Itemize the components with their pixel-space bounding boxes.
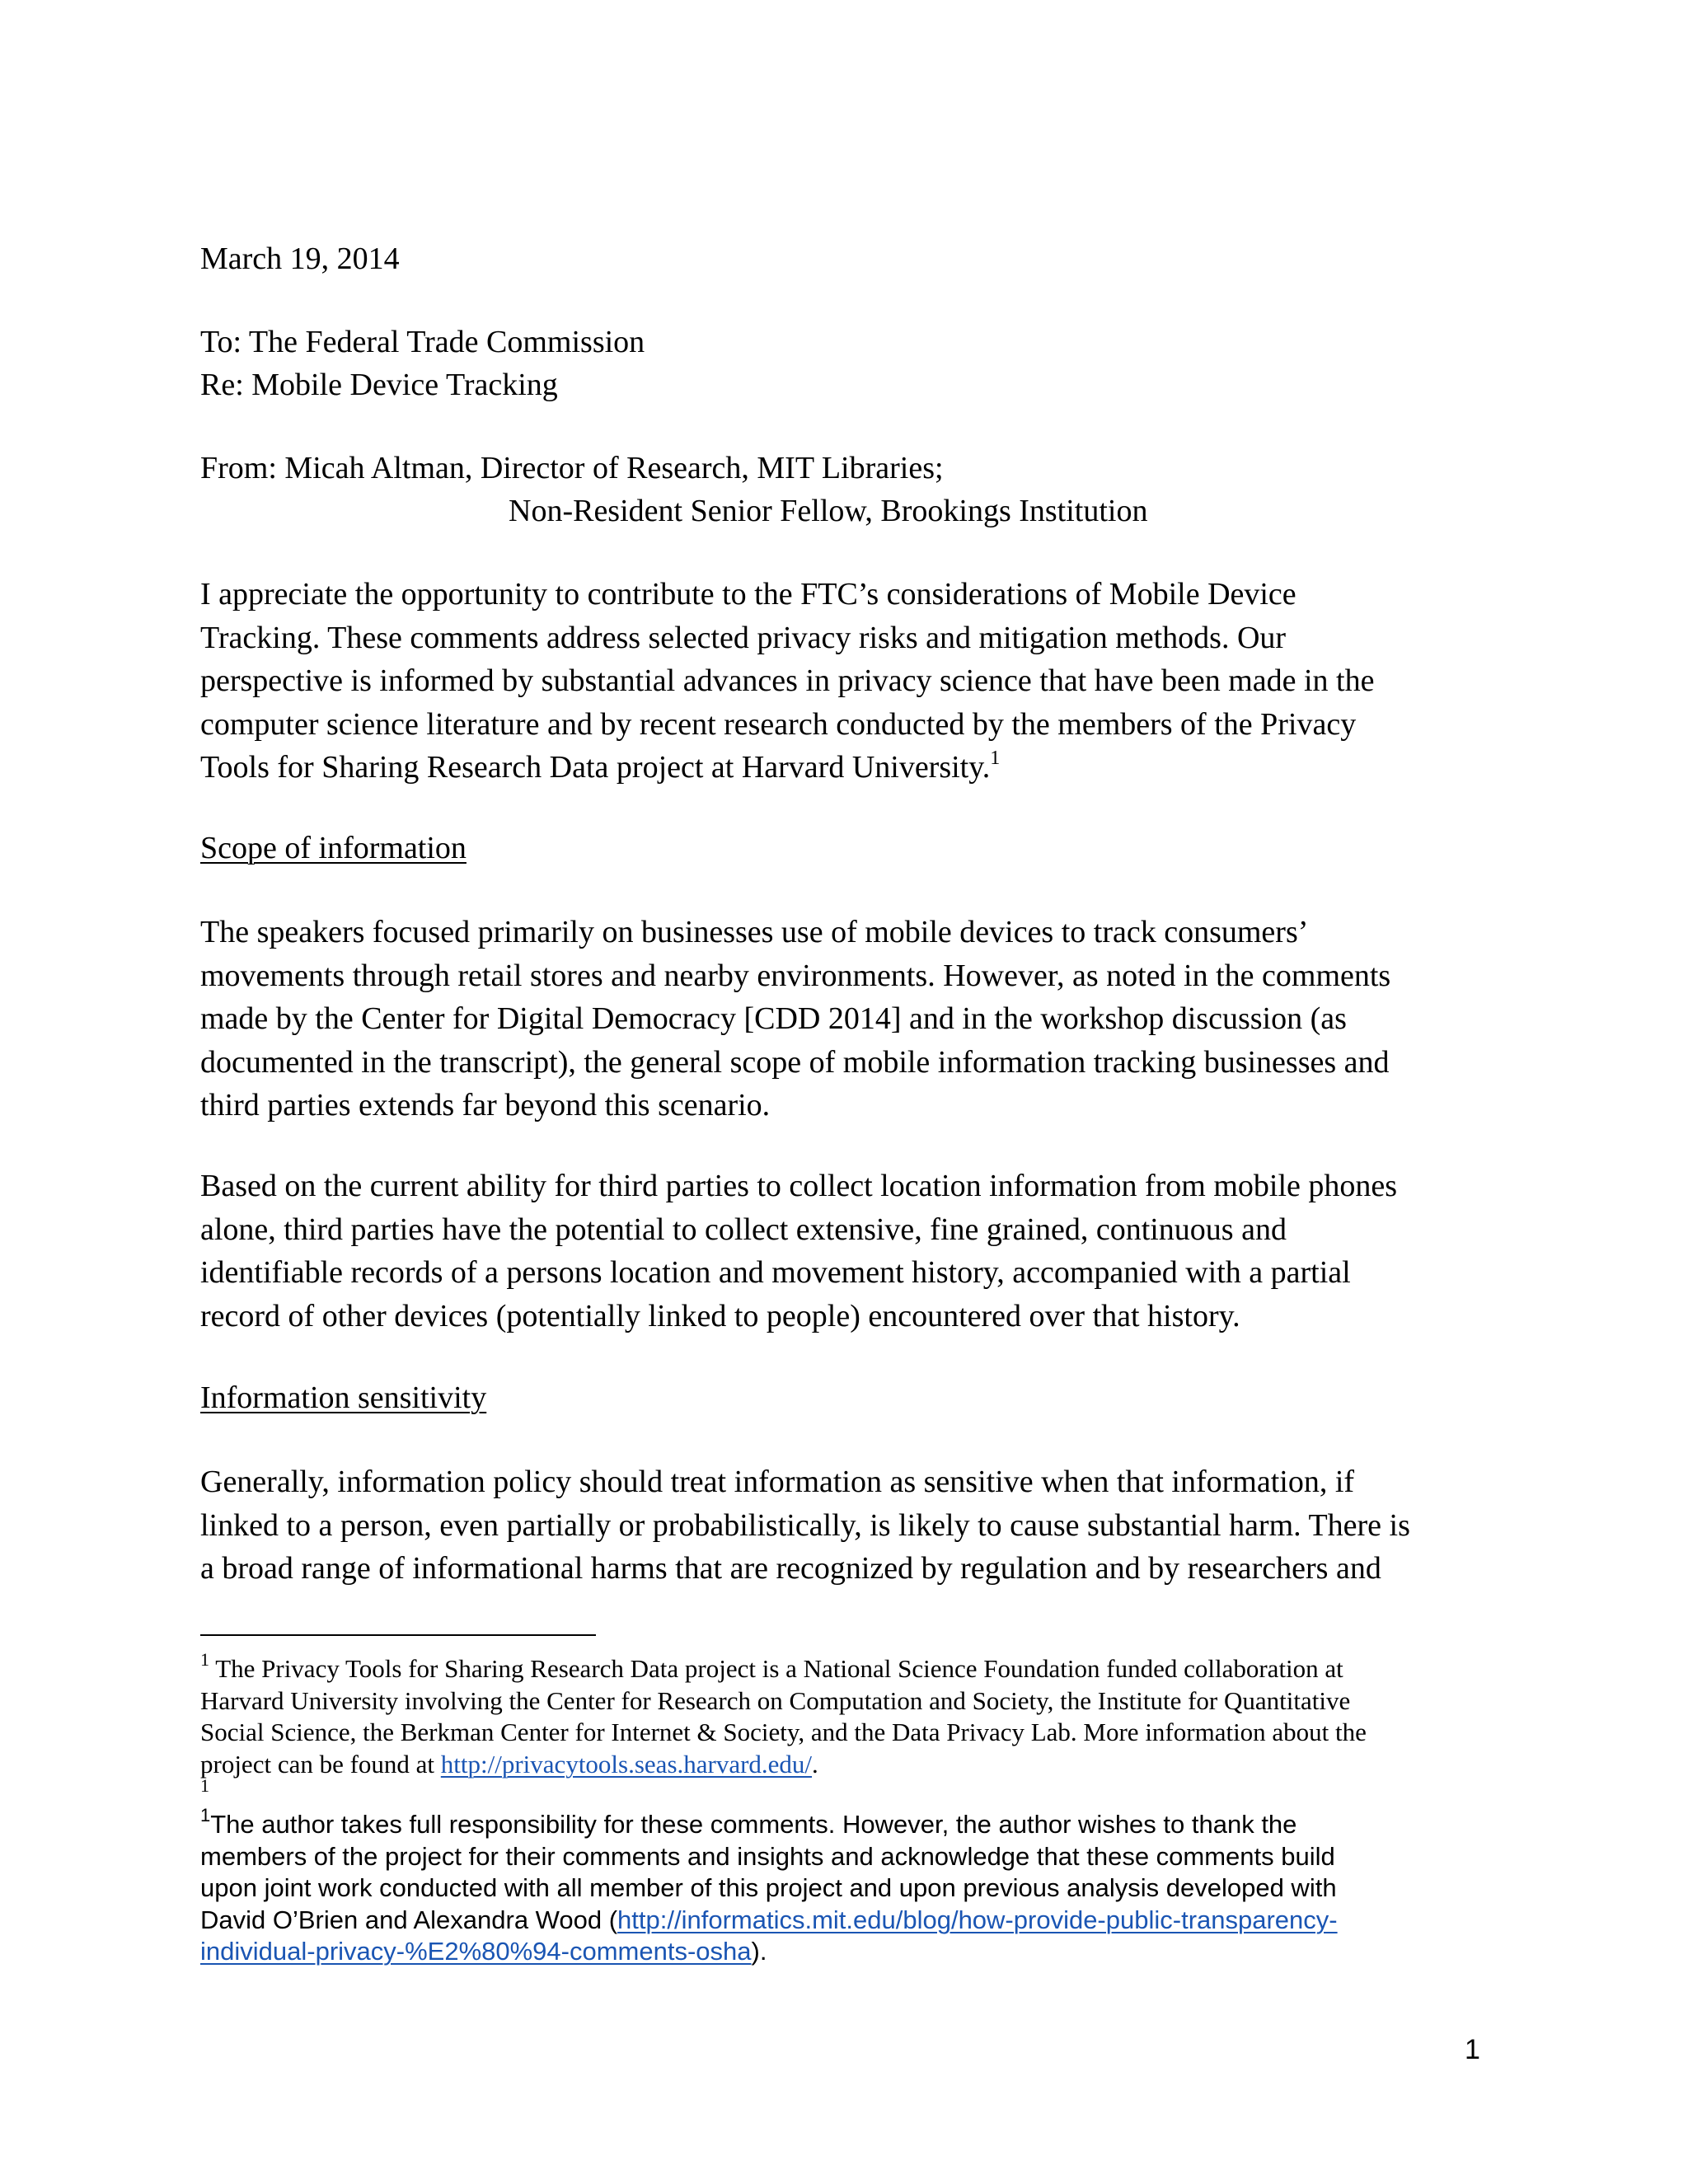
paragraph-line: alone, third parties have the potential to collect extensive, fine grained, continuous and [200,1212,1287,1247]
paragraph-line: The speakers focused primarily on businesses use of mobile devices to track consumers’ [200,915,1309,949]
intro-paragraph [200,573,1486,790]
letter-from-affiliation: Non-Resident Senior Fellow, Brookings Institution [509,494,1148,528]
footnote-line: members of the project for their comments and insights and acknowledge that these comments build [200,1841,1335,1871]
informatics-blog-link-continued[interactable]: individual-privacy-%E2%80%94-comments-osha [200,1937,752,1966]
page-number: 1 [1465,2034,1480,2065]
paragraph-line: third parties extends far beyond this scenario. [200,1088,771,1122]
letter-from: From: Micah Altman, Director of Research, MIT Libraries; [200,451,944,485]
intro-line: Tracking. These comments address selected privacy risks and mitigation methods. Our [200,620,1287,655]
letter-date: March 19, 2014 [200,241,400,276]
footnote-separator [200,1634,596,1636]
sensitivity-paragraph [200,1460,1486,1591]
footnote-line [200,1648,1494,1685]
paragraph-line: made by the Center for Digital Democracy [CDD 2014] and in the workshop discussion (as [200,1001,1347,1036]
footnote-line [200,1905,1494,1937]
footnote-mark: 1 [200,1648,209,1670]
paragraph-line: a broad range of informational harms that are recognized by regulation and by researchers and [200,1551,1381,1586]
footnote-text: project can be found at [200,1749,441,1779]
footnote-text: The Privacy Tools for Sharing Research Data project is a National Science Foundation funded collaboration at [209,1654,1343,1683]
section-heading-scope: Scope of information [200,831,467,865]
paragraph-line: movements through retail stores and nearby environments. However, as noted in the comments [200,958,1391,993]
footnote-mark: 1 [200,1804,211,1825]
section-heading-sensitivity: Information sensitivity [200,1380,487,1415]
scope-paragraph-1 [200,911,1486,1127]
footnote-text: ). [751,1937,767,1966]
footnote-text: The author takes full responsibility for these comments. However, the author wishes to thank the [210,1810,1297,1839]
privacytools-link[interactable]: http://privacytools.seas.harvard.edu/ [440,1749,813,1779]
footnote-reference[interactable]: 1 [990,748,1001,770]
paragraph-line: Based on the current ability for third parties to collect location information from mobile phones [200,1169,1398,1203]
paragraph-line: documented in the transcript), the general scope of mobile information tracking businesses and [200,1044,1390,1080]
footnote-line: Harvard University involving the Center for Research on Computation and Society, the Institute for Quantitative [200,1685,1351,1715]
paragraph-line: identifiable records of a persons location and movement history, accompanied with a partial [200,1255,1351,1290]
intro-line-last [200,746,1486,790]
stray-footnote-mark: 1 [200,1775,209,1796]
footnote-line: Social Science, the Berkman Center for Internet & Society, and the Data Privacy Lab. More information about the [200,1718,1367,1746]
paragraph-line: record of other devices (potentially linked to people) encountered over that history. [200,1298,1240,1333]
paragraph-line: Generally, information policy should treat information as sensitive when that information, if [200,1465,1355,1499]
footnote-text: David O’Brien and Alexandra Wood ( [200,1905,618,1934]
intro-line: computer science literature and by recent research conducted by the members of the Privacy [200,706,1357,742]
footnote-1 [200,1648,1494,1780]
footnote-line [200,1804,1494,1841]
paragraph-line: linked to a person, even partially or probabilistically, is likely to cause substantial harm. There is [200,1507,1410,1543]
footnote-line: upon joint work conducted with all member of this project and upon previous analysis developed with [200,1873,1337,1902]
scope-paragraph-2 [200,1165,1486,1338]
intro-line-text: Tools for Sharing Research Data project at Harvard University. [200,750,991,785]
intro-line: perspective is informed by substantial advances in privacy science that have been made in the [200,663,1375,698]
footnote-2 [200,1804,1494,1968]
informatics-blog-link[interactable]: http://informatics.mit.edu/blog/how-provide-public-transparency- [617,1905,1338,1934]
letter-re: Re: Mobile Device Tracking [200,368,558,402]
footnote-line [200,1749,1494,1781]
footnote-text: . [812,1749,818,1779]
intro-line: I appreciate the opportunity to contribute to the FTC’s considerations of Mobile Device [200,577,1296,612]
letter-to: To: The Federal Trade Commission [200,325,645,359]
footnote-line [200,1936,1494,1968]
